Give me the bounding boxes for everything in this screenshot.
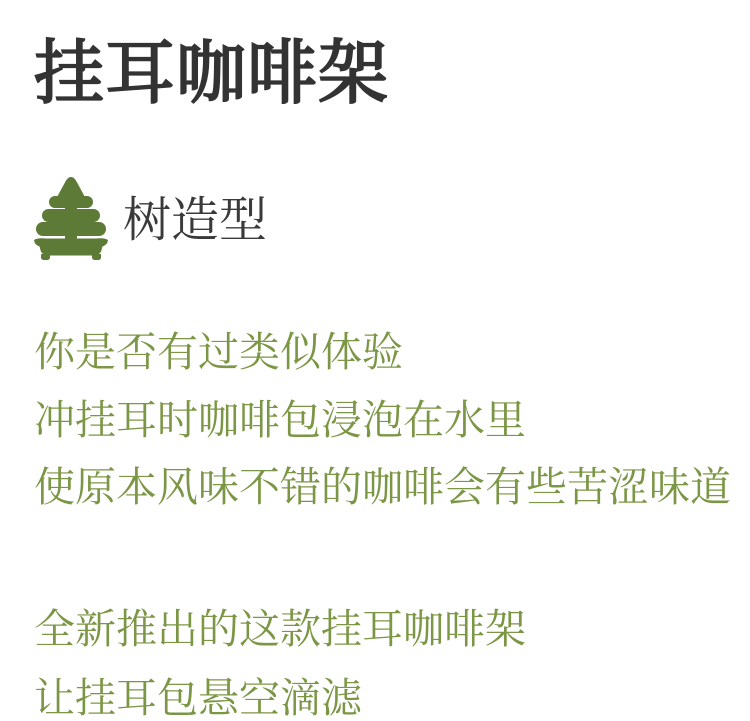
tree-icon [33,177,109,260]
body-line: 全新推出的这款挂耳咖啡架 [34,606,526,652]
body-line: 你是否有过类似体验 [34,329,403,375]
body-line: 冲挂耳时咖啡包浸泡在水里 [34,397,526,443]
feature-label: 树造型 [123,193,268,247]
body-line: 使原本风味不错的咖啡会有些苦涩味道 [34,464,731,510]
page-title: 挂耳咖啡架 [34,34,389,112]
body-line-cutoff: 让挂耳包悬空滴滤 [34,675,362,721]
feature-row [33,177,267,260]
